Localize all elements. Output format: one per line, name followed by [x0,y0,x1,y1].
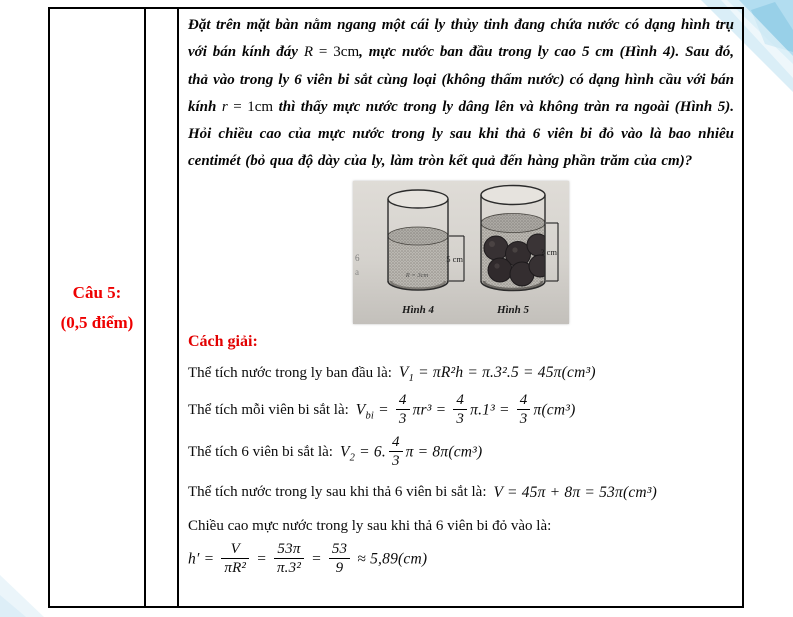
step-1-label: Thể tích nước trong ly ban đầu là: [188,365,392,382]
figure-4-caption: Hình 4 [401,303,435,316]
solution-step-3 [188,435,734,470]
question-number: Câu 5: [72,282,122,302]
solution-step-6 [188,542,734,577]
cylinders-drawing [353,181,569,324]
fraction-4-3: $\frac{4}{3}$ [517,392,531,427]
fraction-53pi-pi32: $\frac{53\pi}{\text{π.3²}}$ [274,541,304,576]
cylinder-figure-5 [481,185,558,290]
height-5cm-label: 5 cm [446,253,463,264]
fraction-4-3: $\frac{4}{3}$ [453,392,467,427]
step-1-formula: $V_1 = \pi R^2h = \pi.3^2.5 = 45\pi(cm^3)$ [398,363,596,384]
empty-spacer-cell [146,9,179,606]
fraction-4-3: $\frac{4}{3}$ [389,434,403,469]
step-4-label: Thể tích nước trong ly sau khi thả 6 viên bi sắt là: [188,484,487,501]
fraction-4-3: $\frac{4}{3}$ [396,392,410,427]
step-3-formula: $V_2 = 6$. $\frac{4}{3}$ π = 8π(cm³) [339,434,483,470]
radius-label: R = 3cm [405,271,429,279]
height-unknown-label: ? cm [540,246,557,257]
problem-text-2: , mực nước ban đầu trong ly cao 5 cm (Hình 4). Sau đó, thả vào trong ly 6 viên bi sắt cùng loại (không thấm nước) có dạng hình cầu với bán kính [188,44,734,115]
question-number-cell [50,9,146,606]
question-points: (0,5 điểm) [60,312,134,332]
solution-cell [179,9,742,606]
solution-heading: Cách giải: [188,332,258,350]
cylinder-figure-4 [388,190,464,290]
step-3-label: Thể tích 6 viên bi sắt là: [188,444,333,461]
photo-edge-mark-2: a [355,266,359,277]
step-5-label: Chiều cao mực nước trong ly sau khi thả 6 viên bi đỏ vào là: [188,517,552,534]
solution-step-4 [188,484,734,502]
answer-table [48,7,744,608]
radius-R-formula: R = 3cm [303,44,360,61]
problem-statement [188,12,734,176]
step-4-formula: V = 45π + 8π = 53π(cm³) [493,483,658,501]
solution-step-2 [188,393,734,428]
fraction-V-piR2: $\frac{V}{\text{πR²}}$ [221,541,249,576]
problem-text-3: thì thấy mực nước trong ly dâng lên và không tràn ra ngoài (Hình 5). Hỏi chiều cao của mực nước trong ly sau khi thả 6 viên bi đỏ vào là bao nhiêu centimét (bỏ qua độ dày của ly, làm tròn kết quả đến hàng phần trăm của cm)? [188,98,734,170]
cylinders-figure-photo [353,181,569,324]
photo-edge-mark-1: 6 [355,252,360,263]
solution-step-5 [188,518,734,535]
step-2-formula: $V_{bi}$ = $\frac{4}{3}$ πr³ = $\frac{4}{3}$ π.1³ = $\frac{4}{3}$ π(cm³) [355,391,576,428]
step-2-label: Thể tích mỗi viên bi sắt là: [188,402,349,419]
radius-r-formula: r = 1cm [221,98,274,115]
fraction-53-9: $\frac{53}{9}$ [329,541,350,576]
figure-5-caption: Hình 5 [496,303,530,316]
problem-text-1: Đặt trên mặt bàn nằm ngang một cái ly thủy tinh đang chứa nước có dạng hình trụ với bán kính đáy [188,17,734,61]
solution-step-1 [188,364,734,384]
final-height-formula: h′ = $\frac{V}{\text{πR²}}$ = $\frac{53\pi}{\text{π.3²}}$ = $\frac{53}{9}$ ≈ 5,89(cm) [188,540,428,576]
